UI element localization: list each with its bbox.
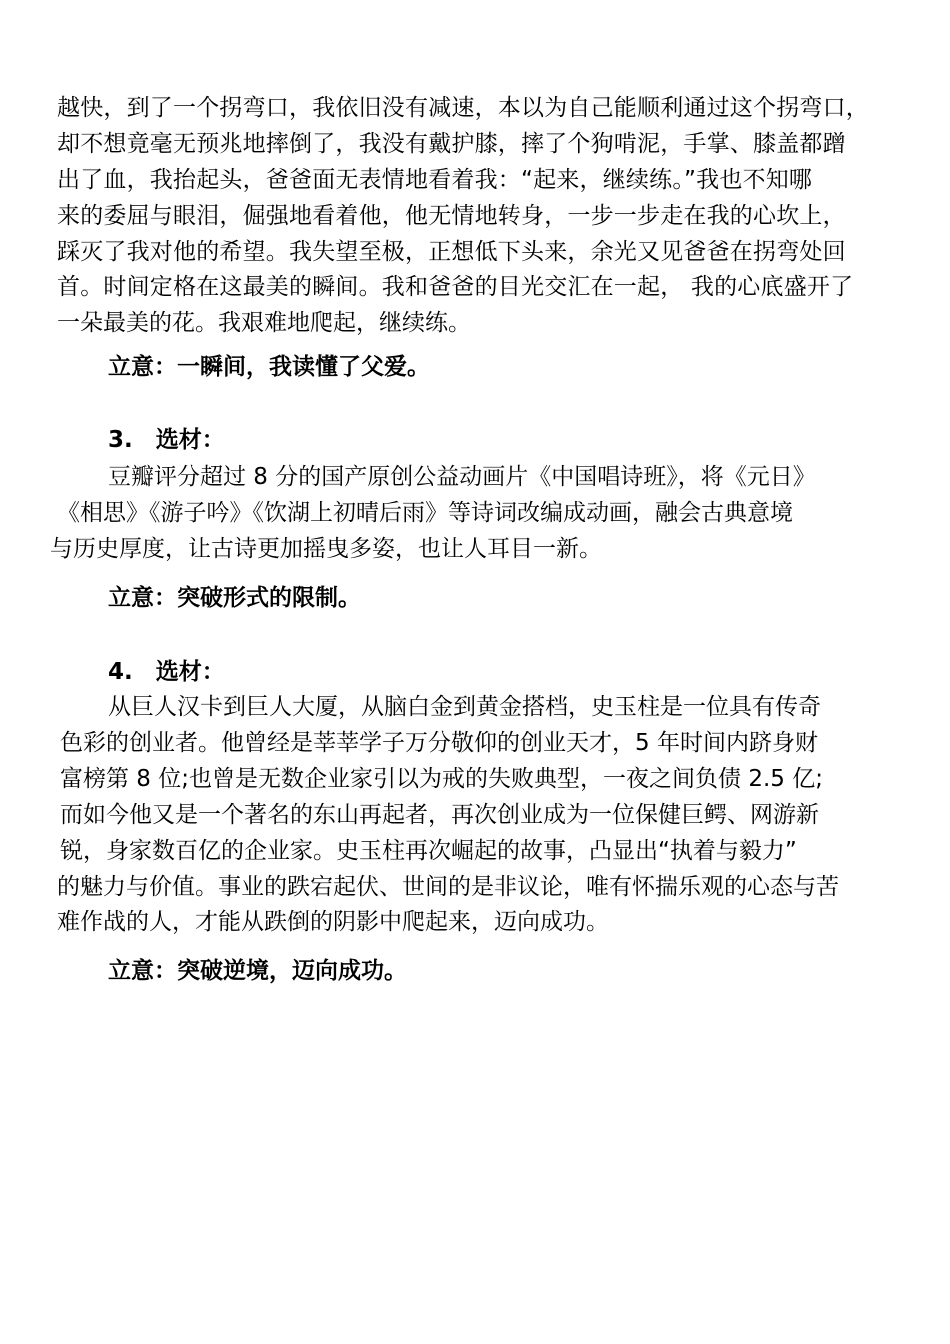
section-4-line-3: 富榜第 8 位;也曾是无数企业家引以为戒的失败典型，一夜之间负债 2.5 亿; <box>60 766 823 792</box>
section-4-heading: 4. 选材： <box>108 659 225 685</box>
section-3-line-1: 豆瓣评分超过 8 分的国产原创公益动画片《中国唱诗班》，将《元日》 <box>108 464 816 490</box>
section-3-heading: 3. 选材： <box>108 427 225 453</box>
story-line-6: 首。时间定格在这最美的瞬间。我和爸爸的目光交汇在一起， 我的心底盛开了 <box>57 274 854 300</box>
section-4-theme: 立意：突破逆境，迈向成功。 <box>108 958 407 984</box>
section-4-line-5: 锐，身家数百亿的企业家。史玉柱再次崛起的故事，凸显出“执着与毅力” <box>60 838 797 864</box>
story-line-5: 踩灭了我对他的希望。我失望至极，正想低下头来，余光又见爸爸在拐弯处回 <box>57 239 846 265</box>
section-4-line-6: 的魅力与价值。事业的跌宕起伏、世间的是非议论，唯有怀揣乐观的心态与苦 <box>57 874 839 900</box>
section-3-theme: 立意：突破形式的限制。 <box>108 585 361 611</box>
section-4-line-4: 而如今他又是一个著名的东山再起者，再次创业成为一位保健巨鳄、网游新 <box>60 802 819 828</box>
story-line-4: 来的委屈与眼泪，倔强地看着他，他无情地转身，一步一步走在我的心坎上， <box>57 203 846 229</box>
section-4-line-2: 色彩的创业者。他曾经是莘莘学子万分敬仰的创业天才，5 年时间内跻身财 <box>60 730 818 756</box>
story-line-3: 出了血，我抬起头，爸爸面无表情地看着我：“起来，继续练。”我也不知哪 <box>57 167 813 193</box>
theme-1: 立意：一瞬间，我读懂了父爱。 <box>108 354 430 380</box>
story-line-7: 一朵最美的花。我艰难地爬起，继续练。 <box>57 310 471 336</box>
section-3-line-2: 《相思》《游子吟》《饮湖上初晴后雨》等诗词改编成动画，融会古典意境 <box>57 500 793 526</box>
story-line-1: 越快，到了一个拐弯口，我依旧没有减速，本以为自己能顺利通过这个拐弯口， <box>57 95 869 121</box>
section-4-line-7: 难作战的人，才能从跌倒的阴影中爬起来，迈向成功。 <box>57 909 609 935</box>
section-3-line-3: 与历史厚度，让古诗更加摇曳多姿，也让人耳目一新。 <box>50 536 602 562</box>
section-4-line-1: 从巨人汉卡到巨人大厦，从脑白金到黄金搭档，史玉柱是一位具有传奇 <box>108 694 821 720</box>
story-line-2: 却不想竟毫无预兆地摔倒了，我没有戴护膝，摔了个狗啃泥，手掌、膝盖都蹭 <box>57 131 846 157</box>
